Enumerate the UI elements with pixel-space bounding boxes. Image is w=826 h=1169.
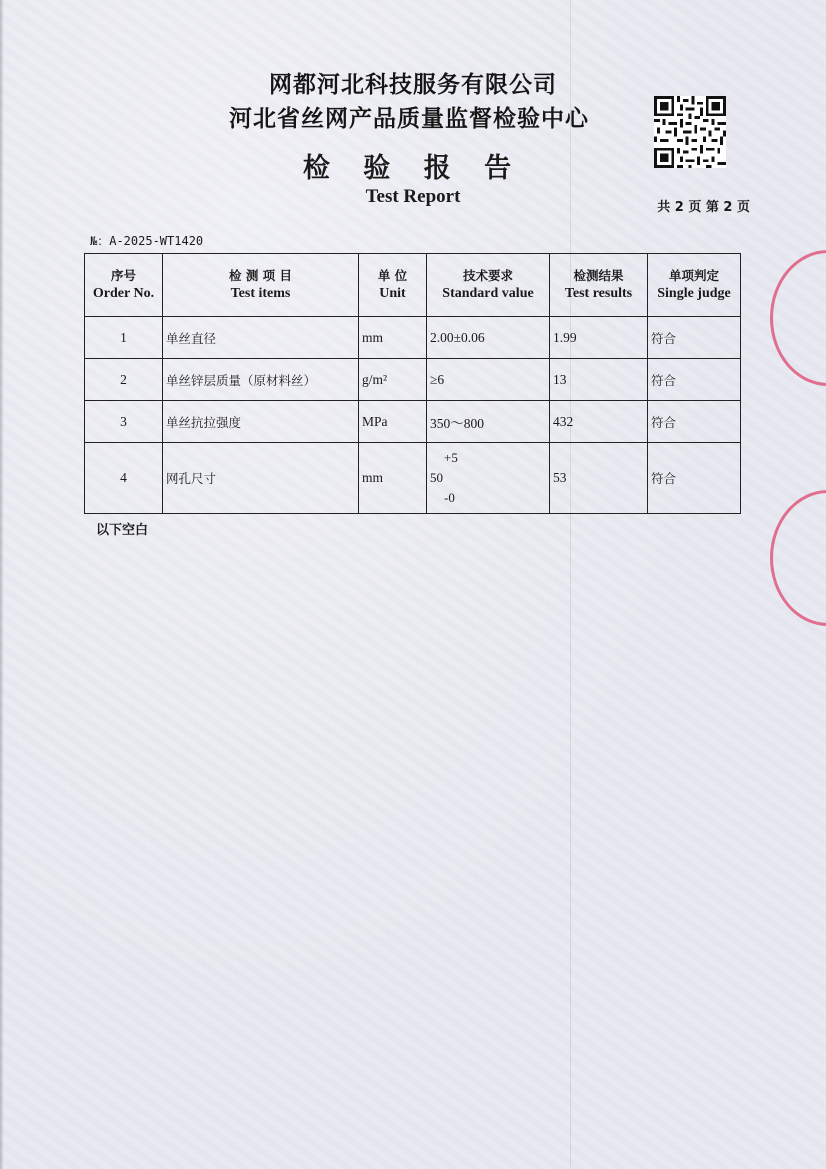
table-row	[85, 401, 741, 443]
header-unit: 单 位 Unit	[359, 254, 427, 317]
cell-judge: 符合	[648, 317, 741, 359]
report-number: №：A-2025-WT1420	[90, 234, 204, 248]
cell-order-no: 2	[85, 359, 163, 401]
report-title-cn: 检 验 报 告	[302, 153, 524, 184]
red-seal-stamp	[770, 490, 826, 626]
inspection-center-name: 河北省丝网产品质量监督检验中心	[229, 106, 589, 132]
header-test-items: 检 测 项 目 Test items	[163, 254, 359, 317]
test-results-table	[84, 253, 741, 514]
table-row	[85, 317, 741, 359]
company-name: 网都河北科技服务有限公司	[269, 72, 557, 98]
header-test-results: 检测结果 Test results	[550, 254, 648, 317]
cell-test-result: 53	[550, 443, 648, 514]
cell-order-no: 3	[85, 401, 163, 443]
blank-below-note: 以下空白	[96, 523, 149, 538]
cell-test-item: 单丝直径	[163, 317, 359, 359]
cell-test-result: 13	[550, 359, 648, 401]
page-count: 共 2 页 第 2 页	[657, 200, 750, 215]
cell-test-item: 单丝抗拉强度	[163, 401, 359, 443]
header-order-no: 序号 Order No.	[85, 254, 163, 317]
cell-order-no: 4	[85, 443, 163, 514]
tolerance-value	[430, 448, 458, 508]
table-row	[85, 443, 741, 514]
tolerance-upper: +5	[444, 450, 458, 465]
cell-judge: 符合	[648, 359, 741, 401]
cell-judge: 符合	[648, 401, 741, 443]
cell-unit: mm	[359, 317, 427, 359]
cell-test-result: 1.99	[550, 317, 648, 359]
cell-test-result: 432	[550, 401, 648, 443]
cell-unit: mm	[359, 443, 427, 514]
cell-unit: g/m²	[359, 359, 427, 401]
cell-standard-value	[427, 443, 550, 514]
cell-unit: MPa	[359, 401, 427, 443]
header-standard-value: 技术要求 Standard value	[427, 254, 550, 317]
header-single-judge: 单项判定 Single judge	[648, 254, 741, 317]
cell-standard-value: 2.00±0.06	[427, 317, 550, 359]
cell-test-item: 网孔尺寸	[163, 443, 359, 514]
table-row	[85, 359, 741, 401]
red-seal-stamp	[770, 250, 826, 386]
cell-judge: 符合	[648, 443, 741, 514]
tolerance-lower: -0	[444, 490, 455, 505]
report-title-en: Test Report	[365, 186, 461, 207]
cell-test-item: 单丝锌层质量（原材料丝）	[163, 359, 359, 401]
tolerance-base: 50	[430, 470, 443, 485]
cell-standard-value: 350～800	[427, 401, 550, 443]
cell-standard-value: ≥6	[427, 359, 550, 401]
table-header-row	[85, 254, 741, 317]
cell-order-no: 1	[85, 317, 163, 359]
